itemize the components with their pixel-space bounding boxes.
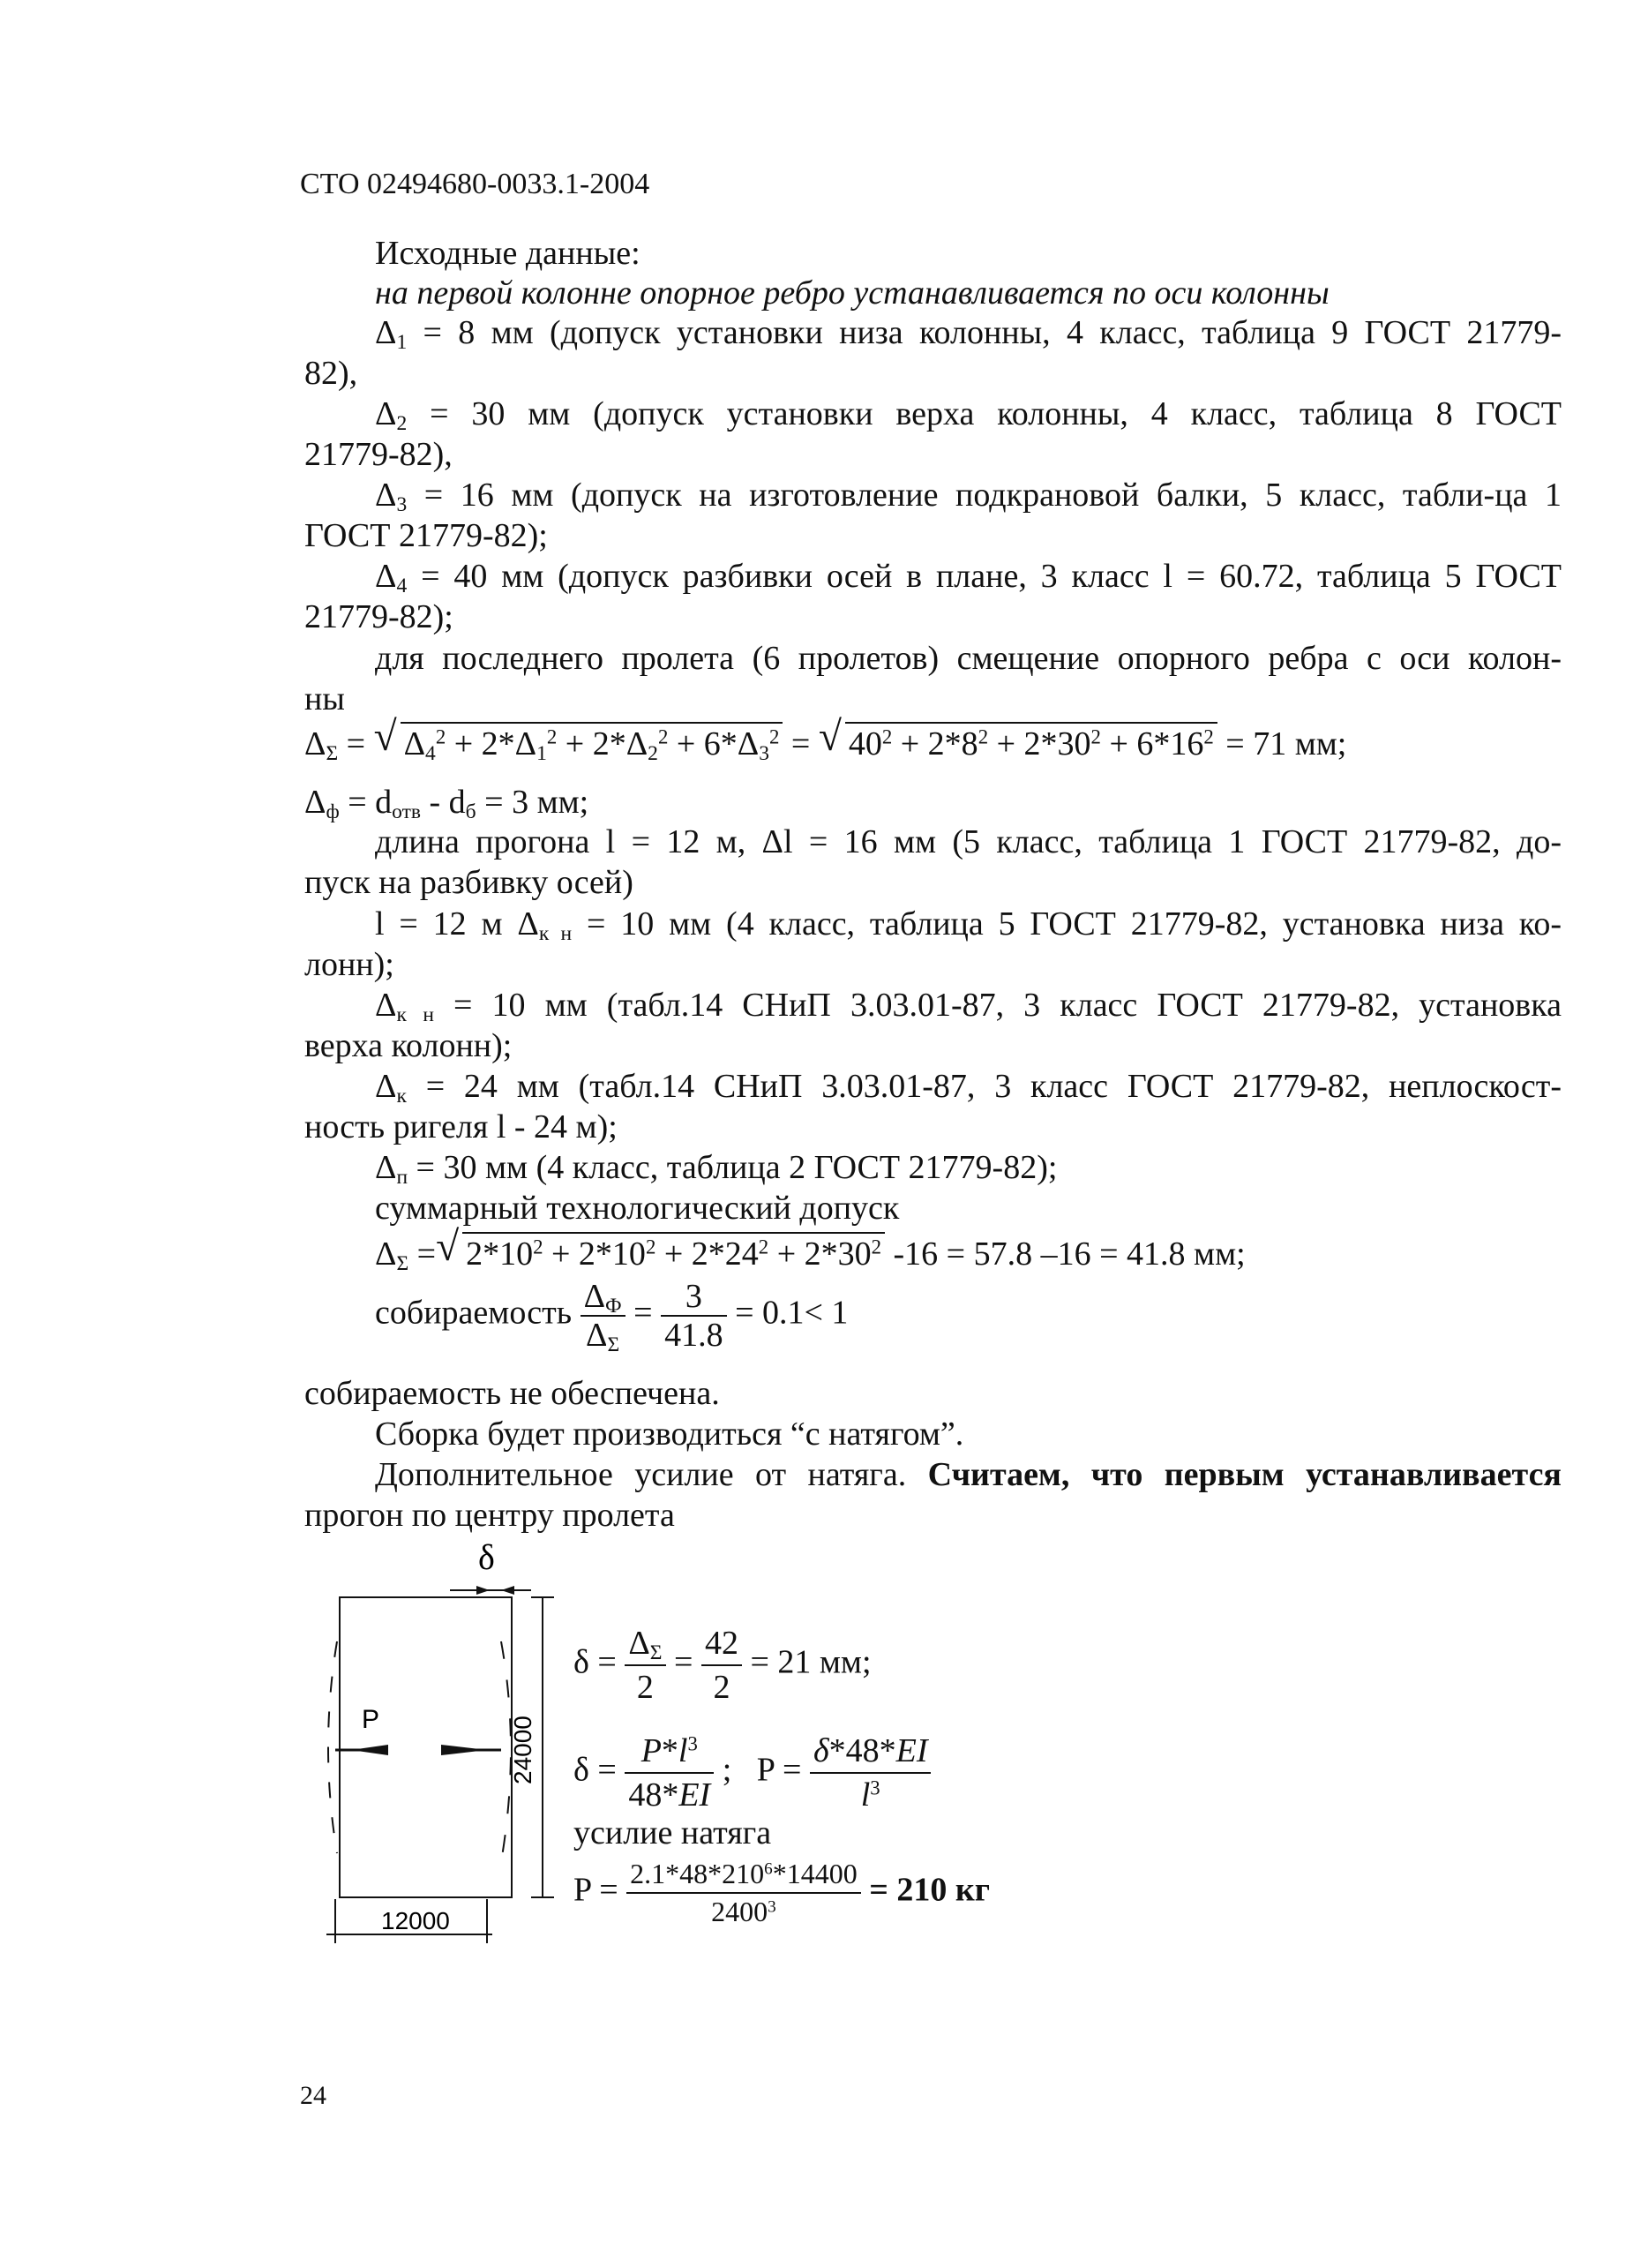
purlin-line: длина прогона l = 12 м, Δl = 16 мм (5 класс, таблица 1 ГОСТ 21779-82, до- xyxy=(375,823,1562,860)
delta4-line: $\Delta_4 = 40$ мм (допуск разбивки осей в плане, 3 класс l = 60.72, таблица 5 ГОСТ xyxy=(375,558,1562,597)
kn-line: $\Delta_{к н} = 10$ мм (табл.14 СНиП 3.03.01-87, 3 класс ГОСТ 21779-82, установка xyxy=(375,987,1562,1026)
delta-label: δ xyxy=(478,1537,495,1577)
last-span-continuation: ны xyxy=(304,680,345,717)
k-continuation: ность ригеля l - 24 м); xyxy=(304,1108,618,1145)
p-line: $\Delta_п = 30$ мм (4 класс, таблица 2 ГОСТ 21779-82); xyxy=(375,1149,1058,1189)
page-number: 24 xyxy=(300,2081,326,2110)
purlin-diagram xyxy=(300,1536,582,1950)
force-equation: P = $\frac{2.1*48*210^6*14400}{2400^3}$ = 210 кг xyxy=(573,1858,991,1927)
delta4-continuation: 21779-82); xyxy=(304,598,453,635)
delta2-continuation: 21779-82), xyxy=(304,436,453,473)
document-code: СТО 02494680-0033.1-2004 xyxy=(300,168,650,200)
width-dimension-label: 12000 xyxy=(381,1907,450,1934)
l12-line: l = 12 м $\Delta_{к н} = 10$ мм (4 класс, таблица 5 ГОСТ 21779-82, установка низа ко- xyxy=(375,905,1562,945)
delta-equation: δ = $\frac{\Delta_\Sigma}{2}$ = $\frac{42}{2}$ = 21 мм; xyxy=(573,1625,872,1706)
tech-sum-formula: $\Delta_\Sigma$ = √ $2*10^2 + 2*10^2 + 2*24^2 + 2*30^2$ -16 = 57.8 –16 = 41.8 мм; xyxy=(375,1224,1246,1275)
last-span-line: для последнего пролета (6 пролетов) смещение опорного ребра с оси колон- xyxy=(375,640,1562,677)
tech-sum-label: суммарный технологический допуск xyxy=(375,1190,900,1227)
paragraph-initial-data: Исходные данные: xyxy=(375,235,640,272)
delta2-line: $\Delta_2 = 30$ мм (допуск установки верха колонны, 4 класс, таблица 8 ГОСТ xyxy=(375,395,1562,435)
l12-continuation: лонн); xyxy=(304,946,394,983)
height-dimension-label: 24000 xyxy=(509,1716,536,1784)
assembly-not-ensured: собираемость не обеспечена. xyxy=(304,1375,720,1412)
extra-force-continuation: прогон по центру пролета xyxy=(304,1497,675,1534)
purlin-continuation: пуск на разбивку осей) xyxy=(304,864,633,901)
delta1-continuation: 82), xyxy=(304,355,358,392)
paragraph-first-column: на первой колонне опорное ребро устанавливается по оси колонны xyxy=(375,274,1330,312)
extra-force-line: Дополнительное усилие от натяга. Считаем, что первым устанавливается xyxy=(375,1456,1562,1493)
left-column-deflection xyxy=(328,1641,337,1853)
k-line: $\Delta_к = 24$ мм (табл.14 СНиП 3.03.01-87, 3 класс ГОСТ 21779-82, неплоскост- xyxy=(375,1068,1562,1108)
assembly-formula: собираемость $\frac{\Delta_Ф}{\Delta_\Sigma}$ = $\frac{3}{41.8}$ = 0.1< 1 xyxy=(375,1278,849,1356)
delta3-continuation: ГОСТ 21779-82); xyxy=(304,517,548,554)
tension-assembly: Сборка будет производиться “с натягом”. xyxy=(375,1416,964,1453)
force-label: усилие натяга xyxy=(573,1814,772,1851)
load-label: P xyxy=(362,1705,380,1734)
sum-formula: $\Delta_\Sigma$ = √ $\Delta_4^2 + 2*\Delta_1^2 + 2*\Delta_2^2 + 6*\Delta_3^2$ = √ $40^2 + 2*8^2 + 2*30^2 + 6*16^2 = 71$ мм; xyxy=(304,714,1347,765)
deflection-equation: δ = $\frac{P*l^3}{48*EI}$ ; P = $\frac{\delta*48*EI}{l^3}$ xyxy=(573,1731,931,1814)
delta1-line: $\Delta_1 = 8$ мм (допуск установки низа колонны, 4 класс, таблица 9 ГОСТ 21779- xyxy=(375,314,1562,354)
kn-continuation: верха колонн); xyxy=(304,1027,513,1064)
phi-formula: $\Delta_ф = d_{отв} - d_б = 3$ мм; xyxy=(304,784,589,823)
purlin-outline xyxy=(340,1597,512,1897)
delta3-line: $\Delta_3 = 16$ мм (допуск на изготовление подкрановой балки, 5 класс, табли-ца 1 xyxy=(375,477,1562,516)
